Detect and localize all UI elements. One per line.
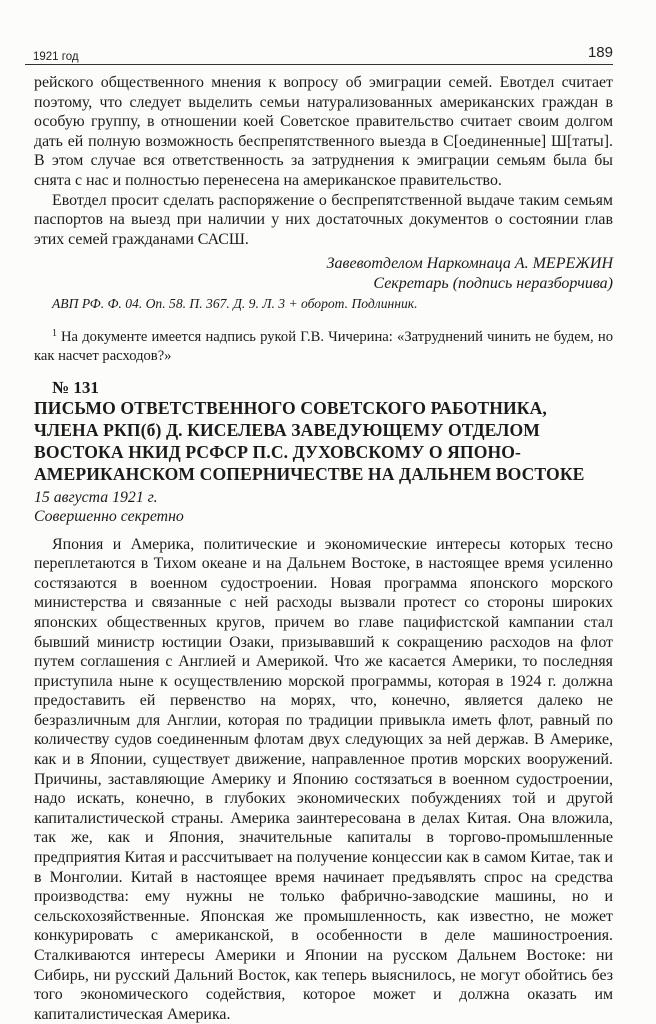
text-column [34, 73, 613, 1024]
document-title-line: АМЕРИКАНСКОМ СОПЕРНИЧЕСТВЕ НА ДАЛЬНЕМ ВОСТОКЕ [34, 463, 585, 484]
page-number: 189 [587, 44, 613, 61]
header-year: 1921 год [33, 51, 79, 63]
continuation-paragraph-1: рейского общественного мнения к вопросу об эмиграции семей. Евотдел считает поэтому, что следует выделить семьи натурализованных американских граждан в особую группу, в отношении коей Советское правительство считает своим долгом дать ей полную возможность беспрепятственного выезда в С[оединенные] Ш[таты]. В этом случае вся ответственность за затруднения к эмиграции семьям была бы снята с нас и полностью перенесена на американское правительство. [34, 74, 613, 189]
document-title [34, 398, 613, 485]
document-title-line: ВОСТОКА НКИД РСФСР П.С. ДУХОВСКОМУ О ЯПОНО- [34, 441, 522, 462]
document-number: № 131 [52, 378, 99, 398]
running-header [25, 46, 613, 65]
signature-secretary: Секретарь (подпись неразборчива) [373, 275, 613, 293]
document-classification: Совершенно секретно [34, 508, 184, 526]
document-date: 15 августа 1921 г. [34, 488, 158, 506]
continuation-paragraph-2: Евотдел просит сделать распоряжение о беспрепятственной выдаче таким семьям паспортов на выезд при наличии у них достаточных документов о состоянии глав этих семей гражданами САСШ. [34, 191, 613, 248]
footnote [34, 324, 613, 366]
footnote-marker: 1 [52, 328, 57, 340]
document-title-line: ПИСЬМО ОТВЕТСТВЕННОГО СОВЕТСКОГО РАБОТНИКА, [34, 398, 547, 419]
document-title-line: ЧЛЕНА РКП(б) Д. КИСЕЛЕВА ЗАВЕДУЮЩЕМУ ОТДЕЛОМ [34, 420, 540, 441]
footnote-text: На документе имеется надпись рукой Г.В. Чичерина: «Затруднений чинить не будем, но как насчет расходов?» [34, 329, 613, 365]
document-body: Япония и Америка, политические и экономические интересы которых тесно переплетаются в Тихом океане и на Дальнем Востоке, в настоящее время усиленно состязаются в военном судостроении. Новая программа японского морского министерства и связанные с ней расходы вызвали протест со стороны широких японских общественных кругов, причем во главе пацифистской кампании стал бывший министр юстиции Озаки, призывавший к сокращению расходов на флот путем соглашения с Англией и Америкой. Что же касается Америки, то последняя приступила ныне к осуществлению морской программы, которая в 1924 г. должна предоставить ей первенство на морях, что, конечно, является далеко не безразличным для Англии, которая по традиции привыкла иметь флот, равный по количеству судов соединенным флотам двух следующих за ней держав. В Америке, как и в Японии, существует движение, направленное против морских вооружений. Причины, заставляющие Америку и Японию состязаться в военном судостроении, надо искать, конечно, в глубоких экономических побуждениях той и другой капиталистической страны. Америка заинтересована в делах Китая. Она вложила, так же, как и Япония, значительные капиталы в торгово-промышленные предприятия Китая и рассчитывает на получение концессии как в самом Китае, так и в Монголии. Китай в настоящее время начинает предъявлять спрос на средства производства: ему нужны не только фабрично-заводские машины, но и сельскохозяйственные. Японская же промышленность, как известно, не может конкурировать с американской, в особенности в деле машиностроения. Сталкиваются интересы Америки и Японии на русском Дальнем Востоке: ни Сибирь, ни русский Дальний Восток, как теперь выяснилось, не могут обойтись без того экономического содействия, которое может и должна оказать им капиталистическая Америка. [34, 535, 613, 1023]
archive-reference: АВП РФ. Ф. 04. Оп. 58. П. 367. Д. 9. Л. 3 + оборот. Подлинник. [52, 296, 418, 312]
signature-head-of-department: Завевотделом Наркомнаца А. МЕРЕЖИН [326, 255, 613, 273]
